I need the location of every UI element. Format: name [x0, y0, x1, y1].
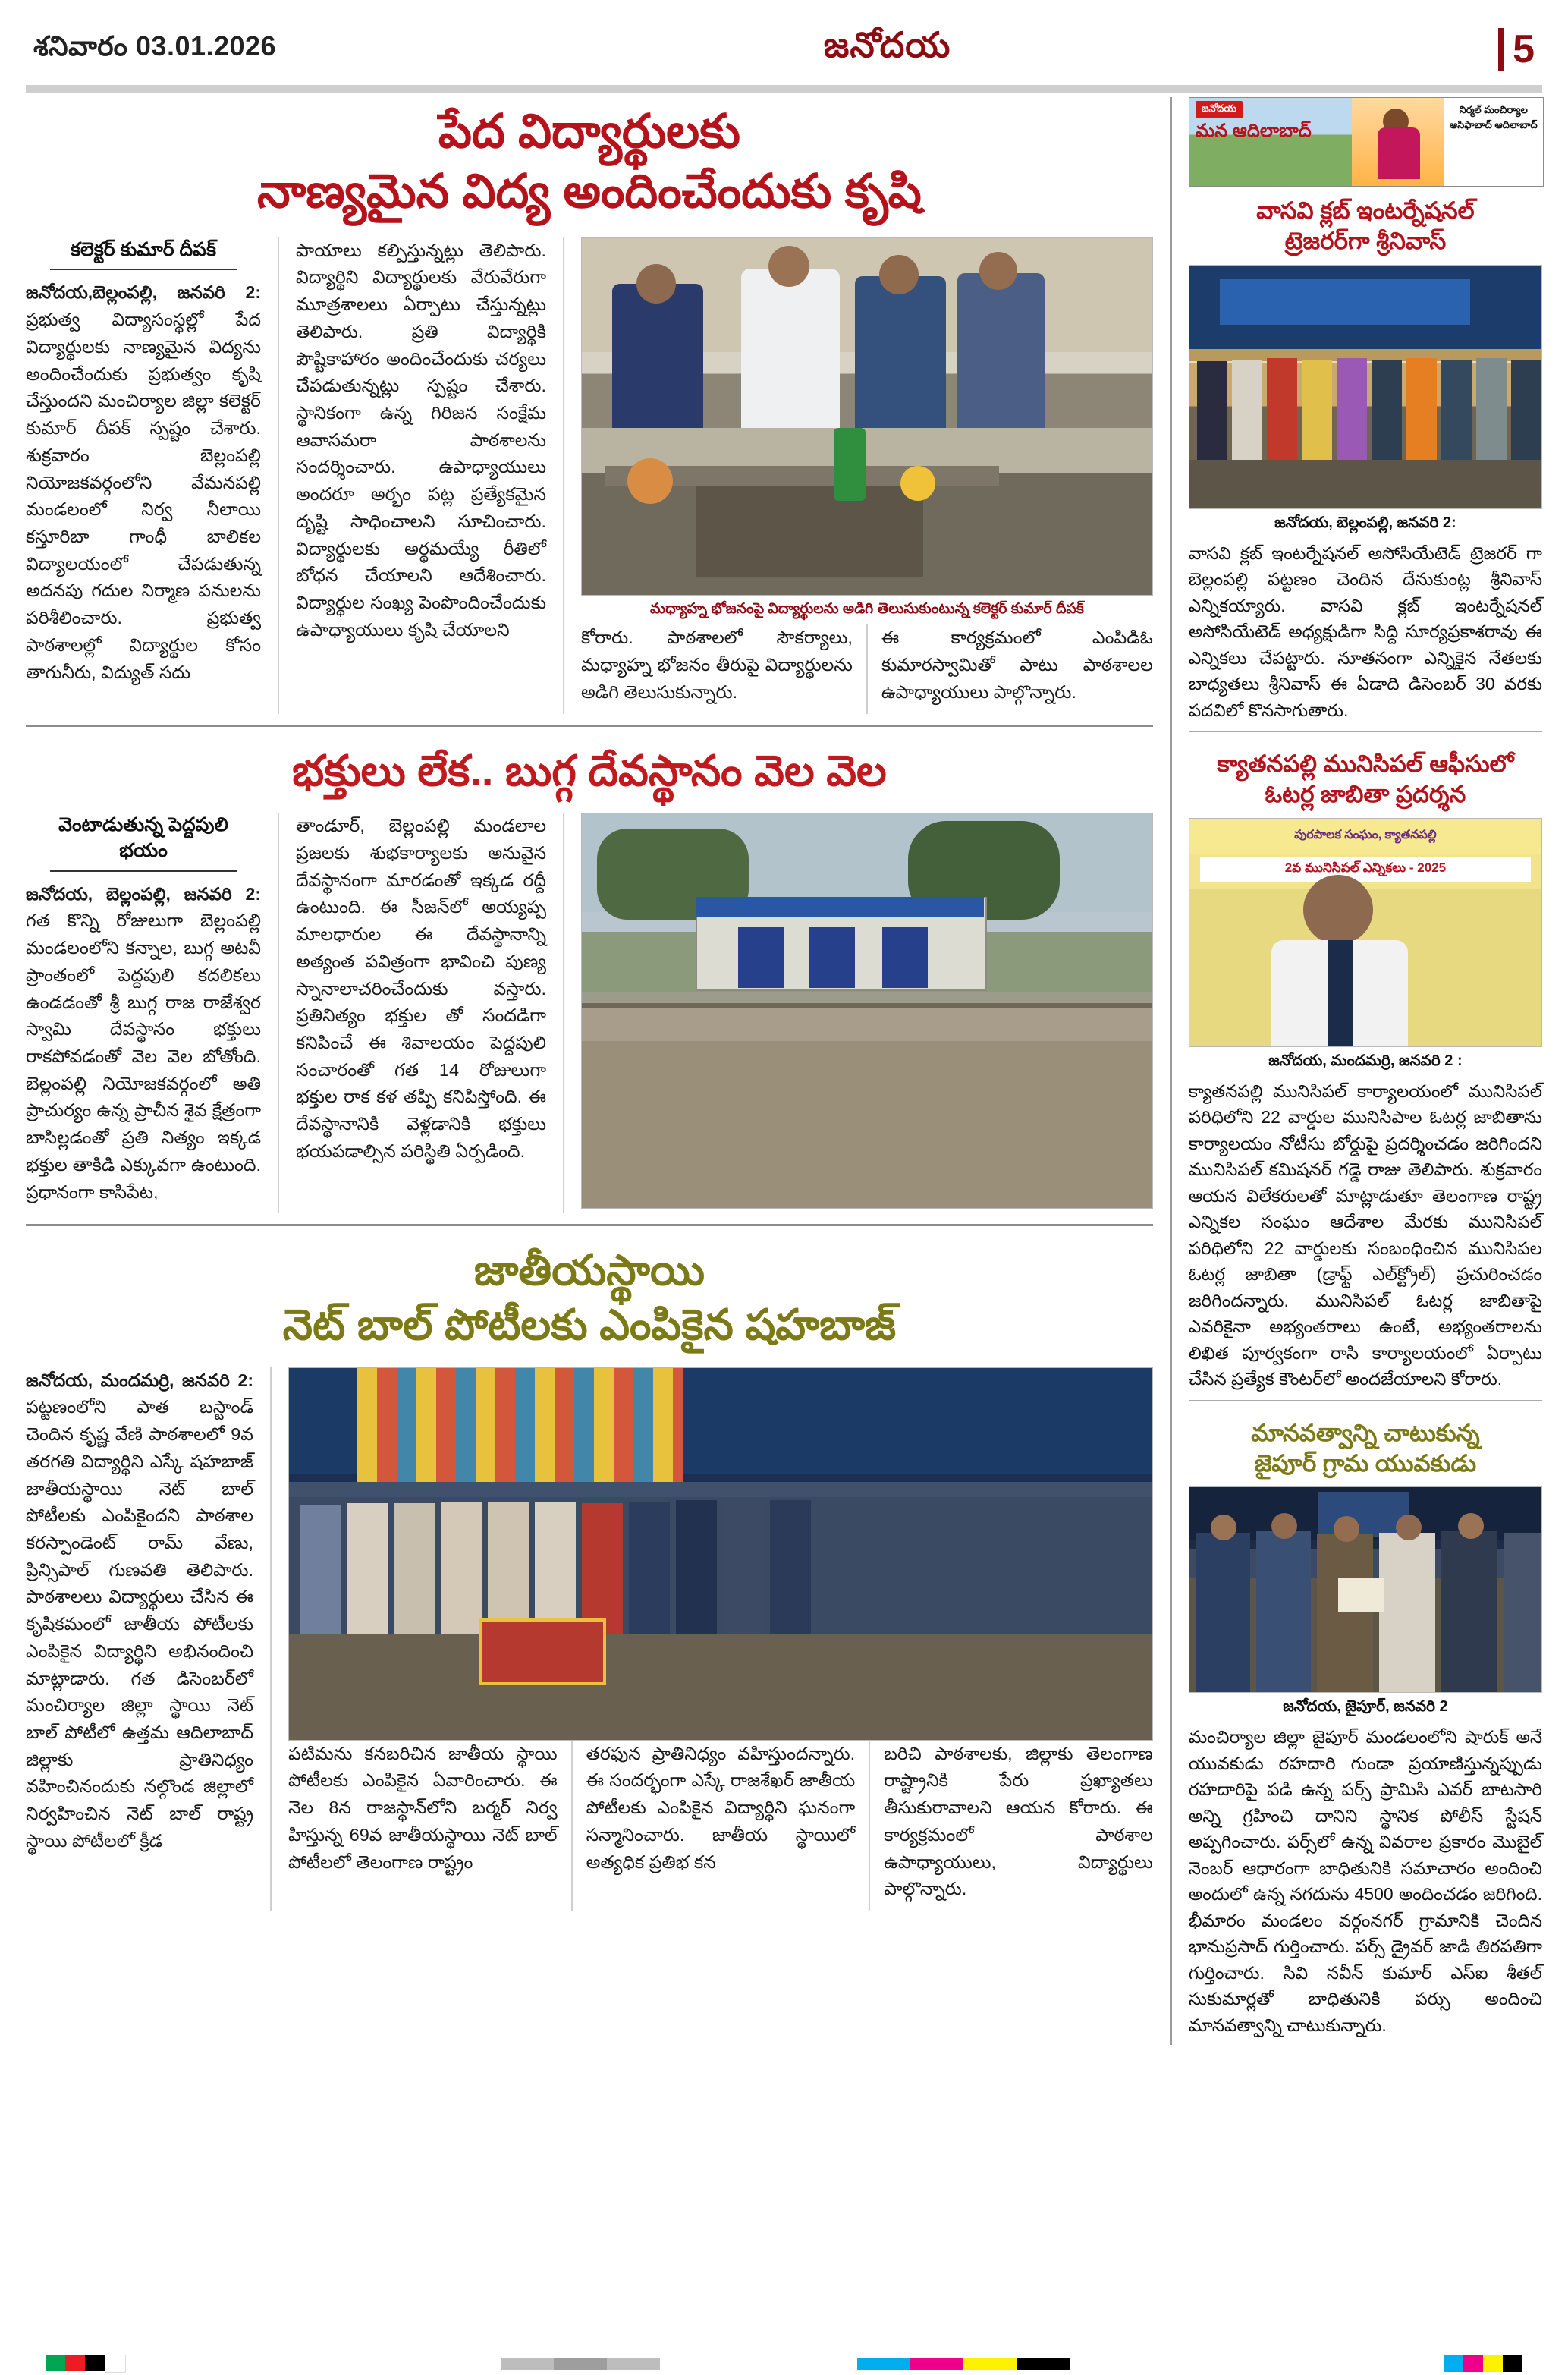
- poster-line2: 2వ మునిసిపల్ ఎన్నికలు - 2025: [1200, 857, 1531, 882]
- headline-humanity-line1: మానవత్వాన్ని చాటుకున్న: [1251, 1419, 1480, 1446]
- article-temple-photo-col: [581, 813, 1153, 1213]
- promo-title: మన ఆదిలాబాద్: [1195, 121, 1312, 141]
- article-education-body1: ప్రభుత్వ విద్యాసంస్థల్లో పేద విద్యార్థులకు నాణ్యమైన విద్యను అందించేందుకు ప్రభుత్వం కృషి చేస్తుందని మంచిర్యాల జిల్లా కలెక్టర్ కుమార్ దీపక్ స్పష్టం చేశారు. శుక్రవారం బెల్లంపల్లి నియోజకవర్గంలోని వేమనపల్లి మండలంలో నిర్వ నీలాయి కస్తూరిబా గాంధీ బాలికల విద్యాలయంలో చేపడుతున్న అదనపు గదుల నిర్మాణ పనులను పరిశీలించారు. ప్రభుత్వ పాఠశాలల్లో విద్యార్థుల కోసం తాగునీరు, విద్యుత్ సదు: [26, 310, 261, 682]
- article-netball-col2: [288, 1741, 558, 1911]
- article-netball-col4: [884, 1741, 1153, 1911]
- article-netball-col1: [26, 1367, 253, 1911]
- right-rail: [1189, 97, 1542, 2045]
- publication-logo: జనోదయ: [823, 25, 951, 64]
- promo-banner[interactable]: [1189, 97, 1544, 187]
- masthead-rule: [26, 85, 1542, 93]
- article-education: [26, 97, 1153, 714]
- column-divider: [869, 1741, 870, 1911]
- caption-vasavi: జనోదయ, బెల్లంపల్లి, జనవరి 2:: [1274, 514, 1456, 531]
- article-voter-list: [1189, 740, 1542, 1392]
- headline-vasavi: [1189, 187, 1542, 265]
- column-divider: [563, 238, 564, 714]
- article-humanity: [1189, 1409, 1542, 2039]
- article-temple-col1: [26, 813, 261, 1213]
- article-vasavi-club: [1189, 187, 1542, 723]
- article-voter-list-body: క్యాతనపల్లి మునిసిపల్ కార్యాలయంలో మునిసిపల్ పరిధిలోని 22 వార్డుల మునిసిపాల ఓటర్ల జాబితాను కార్యాలయం నోటీసు బోర్డుపై ప్రదర్శించడం జరిగిందని మునిసిపల్ కమిషనర్ గడ్డె రాజు తెలిపారు. శుక్రవారం ఆయన విలేకరులతో మాట్లాడుతూ తెలంగాణ రాష్ట్ర ఎన్నికల సంఘం ఆదేశాల మేరకు మునిసిపల్ పరిధిలోని 22 వార్డులకు సంబంధించిన మునిసిపల ఓటర్ల జాబితా (డ్రాఫ్ట్ ఎల్‌క్ట్రోల్) ప్రచురించడం జరిగిందన్నారు. మునిసిపల్ ఓటర్ల జాబితాపై ఎవరికైనా అభ్యంతరాలు ఉంటే, అభ్యంతరాలను లిఖిత పూర్వకంగా రాసి కార్యాలయంలో ఏర్పాటు చేసిన ప్రత్యేక కౌంటర్‌లో అందజేయాలని కోరారు.: [1188, 1081, 1542, 1389]
- article-education-col1: [26, 238, 261, 714]
- headline-vasavi-line1: వాసవి క్లబ్ ఇంటర్నేషనల్: [1256, 197, 1475, 224]
- poster-line1: పురపాలక సంఘం, క్యాతనపల్లి: [1294, 828, 1437, 841]
- caption-humanity: జనోదయ, జైపూర్, జనవరి 2: [1283, 1698, 1448, 1716]
- headline-netball-line1: జాతీయస్థాయి: [473, 1246, 705, 1294]
- main-right-divider: [1170, 97, 1172, 2045]
- article-netball-body3: తరఫున ప్రాతినిధ్యం వహిస్తుందన్నారు. ఈ సందర్భంగా ఎస్కే రాజశేఖర్ జాతీయ పోటీలకు ఎంపికైన విద్యార్థిని ఘనంగా సన్మానించారు. జాతీయ స్థాయిలో అత్యధిక ప్రతిభ కన: [586, 1743, 856, 1872]
- color-swatches-left: [46, 2355, 126, 2373]
- page-number: 5: [1513, 27, 1535, 71]
- promo-left: [1189, 98, 1352, 186]
- headline-education: [26, 97, 1153, 230]
- headline-voter-line1: క్యాతనపల్లి మునిసిపల్ ఆఫీసులో: [1217, 750, 1514, 778]
- caption-voter-list: జనోదయ, మందమర్రి, జనవరి 2 :: [1268, 1052, 1463, 1069]
- issue-date: శనివారం 03.01.2026: [33, 30, 277, 61]
- column-divider: [278, 238, 279, 714]
- article-temple-text1: [26, 881, 261, 1206]
- masthead: [26, 20, 1542, 85]
- headline-voter-list: [1189, 740, 1542, 818]
- article-education-col3: [581, 624, 853, 713]
- article-netball-body2: పటిమను కనబరిచిన జాతీయ స్థాయి పోటీలకు ఎంపికైన ఏవారించారు. ఈ నెల 8న రాజస్థాన్‌లోని బర్మర్ నిర్వ హిస్తున్న 69వ జాతీయస్థాయి నెట్ బాల్ పోటీలలో తెలంగాణ రాష్ట్రం: [288, 1743, 558, 1872]
- article-netball-col3: [586, 1741, 856, 1911]
- headline-vasavi-line2: ట్రెజరర్‌గా శ్రీనివాస్: [1284, 228, 1447, 255]
- photo-humanity-award: [1189, 1486, 1542, 1693]
- article-education-body3: కోరారు. పాఠశాలలో సౌకర్యాలు, మధ్యాహ్న భోజనం తీరుపై విద్యార్థులను అడిగి తెలుసుకున్నారు.: [581, 628, 853, 702]
- article-divider: [26, 725, 1153, 727]
- article-humanity-body: మంచిర్యాల జిల్లా జైపూర్ మండలంలోని షారుక్ అనే యువకుడు రహదారి గుండా ప్రయాణిస్తున్నప్పుడు రహదారిపై పడి ఉన్న పర్స్ ప్రామిసి ఎవర్ బాటసారి అన్ని గ్రహించి దానిని స్థానిక పోలీస్ స్టేషన్ అప్పగించారు. పర్స్‌లో ఉన్న వివరాల ప్రకారం మొబైల్ నెంబర్ ఆధారంగా బాధితునికి సమాచారం అందించి అందులో ఉన్న నగదును 4500 అందించడం జరిగింది. భీమారం మండలం వర్గంనగర్ గ్రామానికి చెందిన భానుప్రసాద్ గుర్తించారు. పర్స్ డ్రైవర్ జాడి తిరపతిగా గుర్తించారు. సివి నవీన్ కుమార్ ఎస్ఐ శీతల్ సుకుమార్లతో బాధితునికి పర్సు అందించి మానవత్వాన్ని చాటుకున్నారు.: [1188, 1727, 1542, 2035]
- article-divider: [26, 1224, 1153, 1226]
- headline-voter-line2: ఓటర్ల జాబితా ప్రదర్శన: [1265, 781, 1466, 808]
- article-netball: [26, 1235, 1153, 1911]
- photo-midday-meal: [581, 238, 1153, 596]
- article-temple-body2: తాండూర్, బెల్లంపల్లి మండలాల ప్రజలకు శుభకార్యాలకు అనువైన దేవస్థానంగా మారడంతో ఇక్కడ రద్దీ ఉంటుంది. ఈ సీజన్‌లో అయ్యప్ప మాలధారుల ఈ దేవస్థానాన్ని అత్యంత పవిత్రంగా భావించి పుణ్య స్నానాలాచరించేందుకు వస్తారు. ప్రతినిత్యం భక్తుల తో సందడిగా కనిపించే ఈ శివాలయం పెద్దపులి సంచారంతో గత 14 రోజులుగా భక్తుల రాక కళ తప్పి కనిపిస్తోంది. ఈ దేవస్థానానికి వెళ్లడానికి భక్తులు భయపడాల్సిన పరిస్థితి ఏర్పడింది.: [296, 816, 546, 1161]
- promo-districts: నిర్మల్ మంచిర్యాల ఆసిఫాబాద్ ఆదిలాబాద్: [1444, 98, 1543, 186]
- article-netball-photo-col: [288, 1367, 1153, 1911]
- column-divider: [571, 1741, 573, 1911]
- column-divider: [278, 813, 279, 1213]
- headline-humanity: [1189, 1409, 1542, 1487]
- headline-temple: భక్తులు లేక.. బుగ్గ దేవస్థానం వెల వెల: [292, 746, 887, 794]
- byline-temple: వెంటాడుతున్న పెద్దపులి భయం: [50, 813, 237, 872]
- page-body: [26, 97, 1542, 2045]
- promo-deity-image: [1352, 98, 1444, 186]
- article-netball-text1: [26, 1367, 253, 1855]
- article-education-body4: ఈ కార్యక్రమంలో ఎంపిడిఓ కుమారస్వామితో పాటు పాఠశాలల ఉపాధ్యాయులు పాల్గొన్నారు.: [881, 628, 1153, 702]
- color-swatches-right: [1444, 2355, 1522, 2372]
- article-divider: [1189, 731, 1542, 732]
- column-divider: [866, 624, 868, 713]
- photo-temple: [581, 813, 1153, 1209]
- photo-voter-list-notice: [1189, 818, 1542, 1047]
- article-vasavi-body: వాసవి క్లబ్ ఇంటర్నేషనల్ అసోసియేటెడ్ ట్రెజరర్ గా బెల్లంపల్లి పట్టణం చెందిన దేనుకుంట్ల శ్రీనివాస్ ఎన్నికయ్యారు. వాసవి క్లబ్ ఇంటర్నేషనల్ అసోసియేటెడ్ అధ్యక్షుడిగా సిద్ది సూర్యప్రకాశరావు ఈ ఎన్నికలు చేపట్టారు. నూతనంగా ఎన్నికైన నేతలకు బాధ్యతలు శ్రీనివాస్ ఈ ఏడాది డిసెంబర్ 30 వరకు పదవిలో కొనసాగుతారు.: [1188, 543, 1542, 720]
- article-education-photo-col: [581, 238, 1153, 714]
- promo-tag: జనోదయ: [1196, 101, 1243, 118]
- column-divider: [270, 1367, 272, 1911]
- article-temple: [26, 736, 1153, 1214]
- print-registration-bar: [0, 2352, 1568, 2375]
- headline-education-line1: పేద విద్యార్థులకు: [438, 105, 740, 158]
- article-education-body2: పాయాలు కల్పిస్తున్నట్లు తెలిపారు. విద్యార్థిని విద్యార్థులకు వేరువేరుగా మూత్రశాలలు ఏర్పాటు చేస్తున్నట్లు తెలిపారు. ప్రతి విద్యార్థికి పౌష్టికాహారం అందించేందుకు చర్యలు చేపడుతున్నట్లు స్పష్టం చేశారు. స్థానికంగా ఉన్న గిరిజన సంక్షేమ ఆవాసమరా పాఠశాలను సందర్శించారు. ఉపాధ్యాయులు అందరూ అర్భం పట్ల ప్రత్యేకమైన దృష్టి సాధించాలని సూచించారు. విద్యార్థులకు అర్థమయ్యే రీతిలో బోధన చేయాలని ఆదేశించారు. విద్యార్థుల సంఖ్య పెంపొందించేందుకు ఉపాధ్యాయులు కృషి చేయాలని: [296, 240, 546, 640]
- photo-vasavi-event: [1189, 265, 1542, 509]
- article-netball-body1: పట్టణంలోని పాత బస్టాండ్ చెందిన కృష్ణ వేణి పాఠశాలలో 9వ తరగతి విద్యార్థిని ఎస్కే షహబాజ్ జాతీయస్థాయి నెట్ బాల్ పోటీలకు ఎంపికైందని పాఠశాల కరస్పాండెంట్ రామ్ వేణు, ప్రిన్సిపాల్ గుణవతి తెలిపారు. పాఠశాలలు విద్యార్థులు చేసిన ఈ కృషికమంలో జాతీయ పోటీలకు ఎంపికైన విద్యార్థిని అభినందించి మాట్లాడారు. గత డిసెంబర్‌లో మంచిర్యాల జిల్లా స్థాయి నెట్ బాల్ పోటీలో ఉత్తమ ఆదిలాబాద్ జిల్లాకు ప్రాతినిధ్యం వహించినందుకు నల్గొండ జిల్లాలో నిర్వహించిన నెట్ బాల్ రాష్ట్ర స్థాయి పోటీలలో క్రీడ: [26, 1397, 253, 1851]
- article-temple-col2: [296, 813, 546, 1213]
- headline-netball-line2: నెట్ బాల్ పోటీలకు ఎంపికైన షహబాజ్: [282, 1301, 897, 1349]
- article-temple-body1: గత కొన్ని రోజులుగా బెల్లంపల్లి మండలంలోని కన్నాల, బుగ్గ అటవీ ప్రాంతంలో పెద్దపులి కదలికలు ఉండడంతో శ్రీ బుగ్గ రాజ రాజేశ్వర స్వామి దేవస్థానం భక్తులు రాకపోవడంతో వెల వెల బోతోంది. బెల్లంపల్లి నియోజకవర్గంలో అతి ప్రాచుర్యం ఉన్న ప్రాచీన శైవ క్షేత్రంగా బాసిల్లడంతో ప్రతి నిత్యం ఇక్కడ భక్తుల తాకిడి ఎక్కువగా ఉంటుంది. ప్రధానంగా కాసిపేట,: [26, 911, 261, 1202]
- color-swatches-middle: [126, 2358, 1444, 2370]
- headline-education-line2: నాణ్యమైన విద్య అందించేందుకు కృషి: [256, 165, 922, 219]
- dateline-education: జనోదయ,బెల్లంపల్లి, జనవరి 2:: [26, 282, 261, 303]
- article-education-col4: [881, 624, 1153, 713]
- main-content: [26, 97, 1153, 2045]
- dateline-netball: జనోదయ, మందమర్రి, జనవరి 2:: [26, 1370, 253, 1390]
- article-divider: [1189, 1400, 1542, 1401]
- photo-netball-ceremony: [288, 1367, 1153, 1741]
- article-education-col2: [296, 238, 546, 714]
- article-education-text1: [26, 279, 261, 686]
- headline-humanity-line2: జైపూర్ గ్రామ యువకుడు: [1254, 1449, 1477, 1477]
- dateline-temple: జనోదయ, బెల్లంపల్లి, జనవరి 2:: [26, 883, 261, 904]
- column-divider: [563, 813, 564, 1213]
- page-number-group: [1498, 27, 1535, 72]
- article-netball-body4: బరిచి పాఠశాలకు, జిల్లాకు తెలంగాణ రాష్ట్రానికి పేరు ప్రఖ్యాతలు తీసుకురావాలని ఆయన కోరారు. ఈ కార్యక్రమంలో పాఠశాల ఉపాధ్యాయులు, విద్యార్థులు పాల్గొన్నారు.: [884, 1743, 1153, 1899]
- photo-caption-midday-meal: మధ్యాహ్న భోజనంపై విద్యార్థులను అడిగి తెలుసుకుంటున్న కలెక్టర్ కుమార్ దీపక్: [650, 600, 1084, 617]
- page-number-bar: [1498, 28, 1504, 71]
- headline-netball: [26, 1235, 1153, 1362]
- byline-education: కలెక్టర్ కుమార్ దీపక్: [50, 238, 237, 271]
